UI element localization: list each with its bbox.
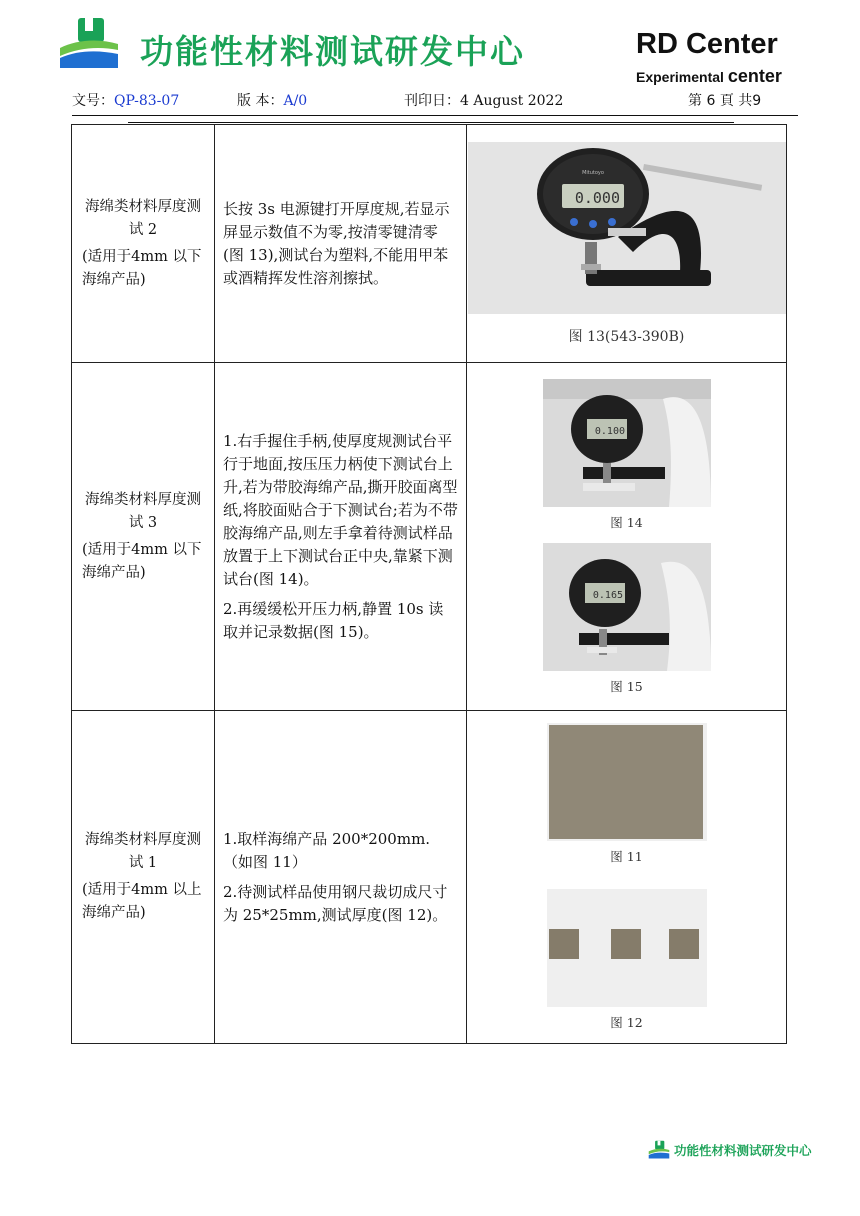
page-number: 第 6 頁 共9 — [688, 93, 762, 109]
table-row — [72, 711, 787, 1044]
company-logo-icon — [58, 18, 120, 70]
figure — [547, 723, 707, 865]
experimental-center-subtitle: Experimental center — [636, 66, 782, 86]
gauge-display-value: 0.165 — [592, 589, 623, 601]
test-name-cell: 海绵类材料厚度测试 2 (适用于4mm 以下海绵产品) — [72, 125, 215, 363]
instruction-step: 2.再缓缓松开压力柄,静置 10s 读取并记录数据(图 15)。 — [223, 599, 444, 641]
footer-text: 功能性材料测试研发中心 — [674, 1143, 812, 1158]
figure — [543, 379, 711, 531]
center-title: 功能性材料测试研发中心 — [140, 32, 525, 71]
instruction-step: 1.右手握住手柄,使厚度规测试台平行于地面,按压压力柄使下测试台上升,若为带胶海绵产品,撕开胶面离型纸,将胶面贴合于下测试台;若为不带胶海绵产品,则左手拿着待测试样品放置于上下测试台正中央,靠紧下测试台(图 14)。 — [223, 431, 458, 588]
gauge-display-value: 0.000 — [574, 188, 620, 207]
figure-caption: 图 11 — [610, 849, 643, 864]
footer-logo-icon — [648, 1139, 670, 1161]
figure-caption: 图 15 — [610, 678, 643, 694]
procedure-table — [71, 124, 787, 1044]
instruction-step: 2.待测试样品使用钢尺裁切成尺寸为 25*25mm,测试厚度(图 12)。 — [223, 882, 448, 924]
instruction-step: 1.取样海绵产品 200*200mm.（如图 11） — [223, 829, 431, 871]
instruction-cell — [215, 711, 467, 1044]
figure — [547, 889, 707, 1031]
figure-cell — [467, 125, 787, 363]
test-name-cell: 海绵类材料厚度测试 1 (适用于4mm 以上海绵产品) — [72, 711, 215, 1044]
figure-caption: 图 12 — [610, 1015, 643, 1030]
doc-number: 文号：QP-83-07 — [72, 93, 180, 109]
foam-sample-photo — [547, 723, 707, 841]
gauge-reading-photo — [543, 543, 711, 671]
footer — [648, 1139, 812, 1161]
instruction-cell — [215, 125, 467, 363]
gauge-display-value: 0.100 — [594, 425, 625, 437]
figure-caption: 图 14 — [610, 514, 643, 530]
table-row — [72, 363, 787, 711]
gauge-measuring-photo — [543, 379, 711, 507]
header-divider — [72, 115, 798, 116]
test-name-cell: 海绵类材料厚度测试 3 (适用于4mm 以下海绵产品) — [72, 363, 215, 711]
print-date: 刊印日：4 August 2022 — [404, 93, 564, 109]
figure-cell — [467, 711, 787, 1044]
gauge-brand-label: Mitutoyo — [581, 169, 604, 176]
foam-pieces-photo — [547, 889, 707, 1007]
instruction-cell — [215, 363, 467, 711]
figure — [468, 142, 786, 346]
header-divider-secondary — [128, 122, 734, 123]
instruction-step: 长按 3s 电源键打开厚度规,若显示屏显示数值不为零,按清零键清零(图 13),测试台为塑料,不能用甲苯或酒精挥发性溶剂擦拭。 — [223, 199, 450, 287]
figure-cell — [467, 363, 787, 711]
rd-center-title: RD Center — [636, 28, 778, 60]
table-row — [72, 125, 787, 363]
doc-version: 版 本：A/0 — [237, 93, 308, 109]
thickness-gauge-photo — [468, 142, 786, 314]
figure-caption: 图 13(543-390B) — [568, 328, 685, 345]
figure — [543, 543, 711, 695]
